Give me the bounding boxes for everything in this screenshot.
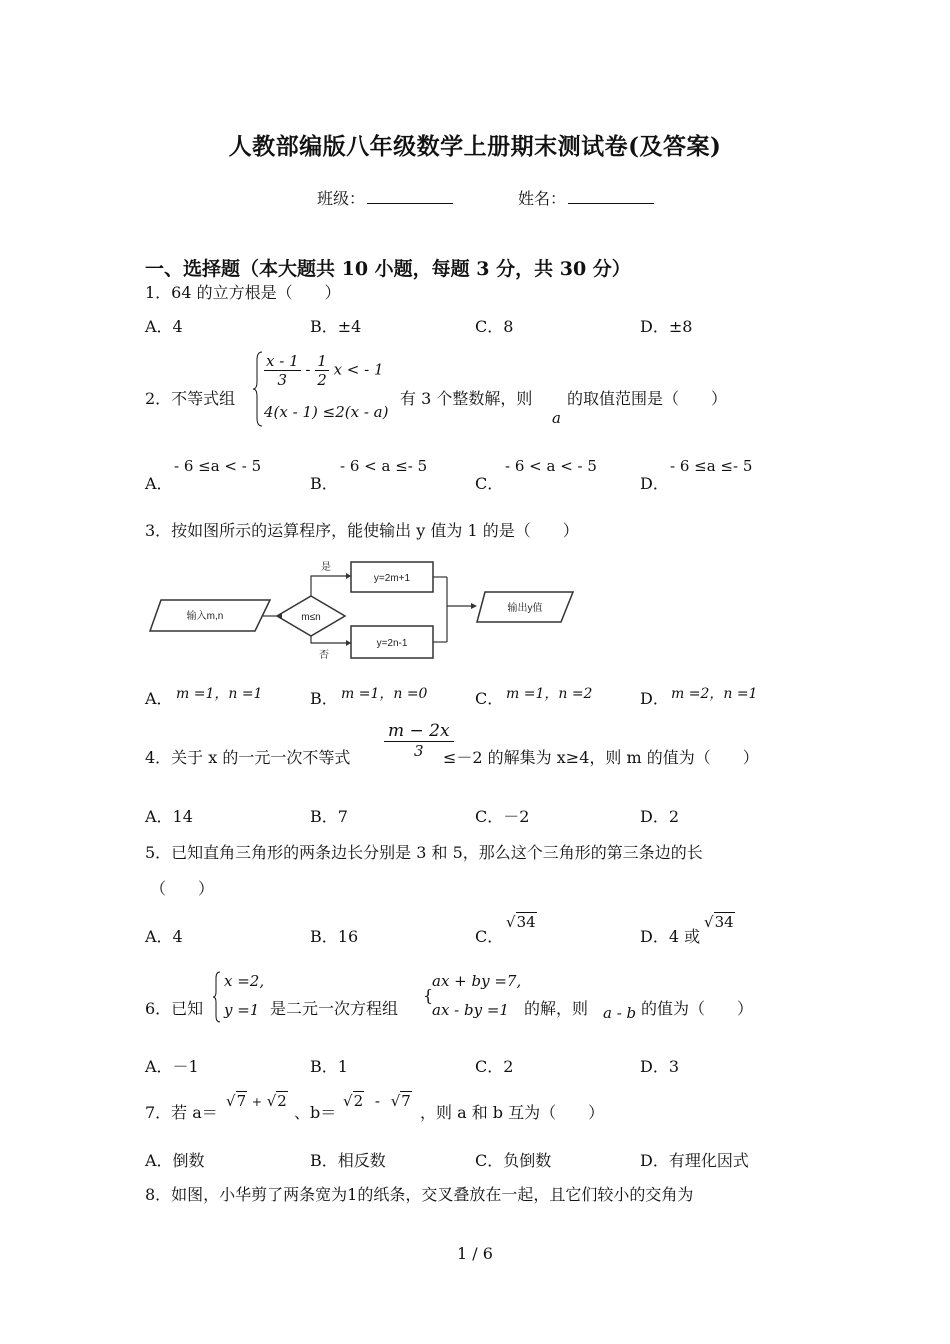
name-blank <box>568 189 654 204</box>
q4-stem-post: ≤－2 的解集为 x≥4，则 m 的值为（ ） <box>443 748 759 767</box>
q3-flowchart <box>145 556 580 666</box>
q2-option-b: - 6 < a ≤- 5 <box>340 457 428 475</box>
q3-option-a: m =1，n =1 <box>176 686 263 702</box>
flow-output-text: 输出y值 <box>507 603 543 614</box>
q6-option-a: A．－1 <box>145 1057 199 1076</box>
flow-no-label: 否 <box>319 650 329 661</box>
q7-r2b: 2 <box>353 1092 364 1110</box>
q2-option-d-label: D． <box>640 474 669 493</box>
q6-solution-x: x =2, <box>224 972 265 990</box>
q7-stem-post: ，则 a 和 b 互为（ ） <box>420 1103 605 1122</box>
q5-option-d-label: D．4 或 <box>640 927 701 946</box>
flow-yes-label: 是 <box>321 562 331 573</box>
q7-r7b: 7 <box>401 1092 411 1110</box>
q4-option-b: B．7 <box>310 807 348 826</box>
flow-top-text: y=2m+1 <box>373 573 411 584</box>
q2-option-d: - 6 ≤a ≤- 5 <box>670 457 753 475</box>
q2-stem-post: 有 3 个整数解，则 <box>400 389 533 408</box>
q2-option-b-label: B． <box>310 474 338 493</box>
q2-eq1-tail: x < - 1 <box>333 360 384 379</box>
page-number: 1 / 6 <box>457 1244 493 1263</box>
q2-minus: - <box>305 360 311 379</box>
q6-stem-end: 的值为（ ） <box>641 999 754 1018</box>
q2-half-num: 1 <box>317 352 327 370</box>
class-label: 班级： <box>317 189 366 208</box>
class-blank <box>367 189 453 204</box>
flow-bottom-text: y=2n-1 <box>376 638 408 649</box>
q6-eq2: ax - by =1 <box>432 1001 509 1019</box>
q1-stem: 1．64 的立方根是（ ） <box>145 283 341 302</box>
q3-option-c-label: C． <box>475 689 504 708</box>
q5-option-c: √34 <box>506 913 536 931</box>
q2-option-a-label: A． <box>145 474 173 493</box>
name-field <box>518 186 654 209</box>
q6-brace-1 <box>212 970 222 1024</box>
class-field <box>317 186 453 209</box>
q3-option-b-label: B． <box>310 689 338 708</box>
q2-stem-pre: 2．不等式组 <box>145 389 236 408</box>
q8-stem: 8．如图，小华剪了两条宽为1的纸条，交叉叠放在一起，且它们较小的交角为 <box>145 1185 694 1204</box>
q6-stem-post: 的解，则 <box>524 999 589 1018</box>
q7-plus: + <box>251 1095 262 1109</box>
q2-option-c: - 6 < a < - 5 <box>505 457 597 475</box>
q5-option-d: √34 <box>704 913 734 931</box>
q5-d-radicand: 34 <box>714 913 734 931</box>
q5-option-b: B．16 <box>310 927 359 946</box>
q6-option-c: C．2 <box>475 1057 514 1076</box>
q2-brace <box>252 350 264 428</box>
q7-r2: 2 <box>277 1092 287 1110</box>
page-title: 人教部编版八年级数学上册期末测试卷(及答案) <box>228 133 722 160</box>
q6-option-b: B．1 <box>310 1057 348 1076</box>
q5-c-radicand: 34 <box>516 913 536 931</box>
q2-half-den: 2 <box>317 371 327 389</box>
q3-option-a-label: A． <box>145 689 173 708</box>
q7-option-b: B．相反数 <box>310 1151 386 1170</box>
q3-option-b: m =1，n =0 <box>341 686 428 702</box>
q7-option-c: C．负倒数 <box>475 1151 552 1170</box>
q7-option-d: D．有理化因式 <box>640 1151 749 1170</box>
q4-stem-pre: 4．关于 x 的一元一次不等式 <box>145 748 351 767</box>
q6-stem-pre: 6．已知 <box>145 999 204 1018</box>
q2-option-a: - 6 ≤a < - 5 <box>174 457 262 475</box>
q4-frac-num: m − 2x <box>384 721 454 742</box>
q4-option-d: D．2 <box>640 807 680 826</box>
q6-eq1: ax + by =7, <box>432 972 522 990</box>
q6-expr: a - b <box>603 1004 637 1022</box>
q2-eq1 <box>264 352 384 389</box>
q1-option-a: A．4 <box>145 317 183 336</box>
q1-option-b: B．±4 <box>310 317 362 336</box>
q2-frac-den: 3 <box>277 371 288 389</box>
q5-option-c-label: C． <box>475 927 504 946</box>
q6-brace-2: { <box>423 986 434 1005</box>
flow-input-text: 输入m,n <box>186 611 224 622</box>
q7-a-expr: √7 + √2 <box>226 1092 287 1110</box>
q5-stem-2: （ ） <box>150 879 215 898</box>
name-label: 姓名： <box>518 189 567 208</box>
q4-frac-den: 3 <box>414 742 424 760</box>
q7-stem-pre: 7．若 a＝ <box>145 1103 218 1122</box>
flow-condition-text: m≤n <box>301 612 321 623</box>
q4-option-c: C．－2 <box>475 807 530 826</box>
q7-b-expr: √2 - √7 <box>343 1092 411 1110</box>
q3-option-c: m =1，n =2 <box>506 686 593 702</box>
q3-option-d: m =2，n =1 <box>671 686 758 702</box>
q7-minus: - <box>374 1092 380 1110</box>
q6-option-d: D．3 <box>640 1057 680 1076</box>
q7-stem-mid: 、b＝ <box>294 1103 337 1122</box>
q2-var-a: a <box>552 409 561 427</box>
q3-stem: 3．按如图所示的运算程序，能使输出 y 值为 1 的是（ ） <box>145 521 579 540</box>
q7-option-a: A．倒数 <box>145 1151 205 1170</box>
q6-stem-mid: 是二元一次方程组 <box>270 999 399 1018</box>
q6-solution-y: y =1 <box>224 1001 260 1019</box>
q2-stem-end: 的取值范围是（ ） <box>567 389 728 408</box>
q2-eq2: 4(x - 1) ≤2(x - a) <box>264 403 389 421</box>
q3-option-d-label: D． <box>640 689 669 708</box>
q5-stem: 5．已知直角三角形的两条边长分别是 3 和 5，那么这个三角形的第三条边的长 <box>145 843 703 862</box>
q2-frac-num: x - 1 <box>266 352 299 370</box>
section-heading: 一、选择题（本大题共 10 小题，每题 3 分，共 30 分） <box>145 258 631 280</box>
q2-option-c-label: C． <box>475 474 504 493</box>
q1-option-c: C．8 <box>475 317 514 336</box>
q4-option-a: A．14 <box>145 807 193 826</box>
q7-r7: 7 <box>236 1092 247 1110</box>
q5-option-a: A．4 <box>145 927 183 946</box>
q1-option-d: D．±8 <box>640 317 693 336</box>
